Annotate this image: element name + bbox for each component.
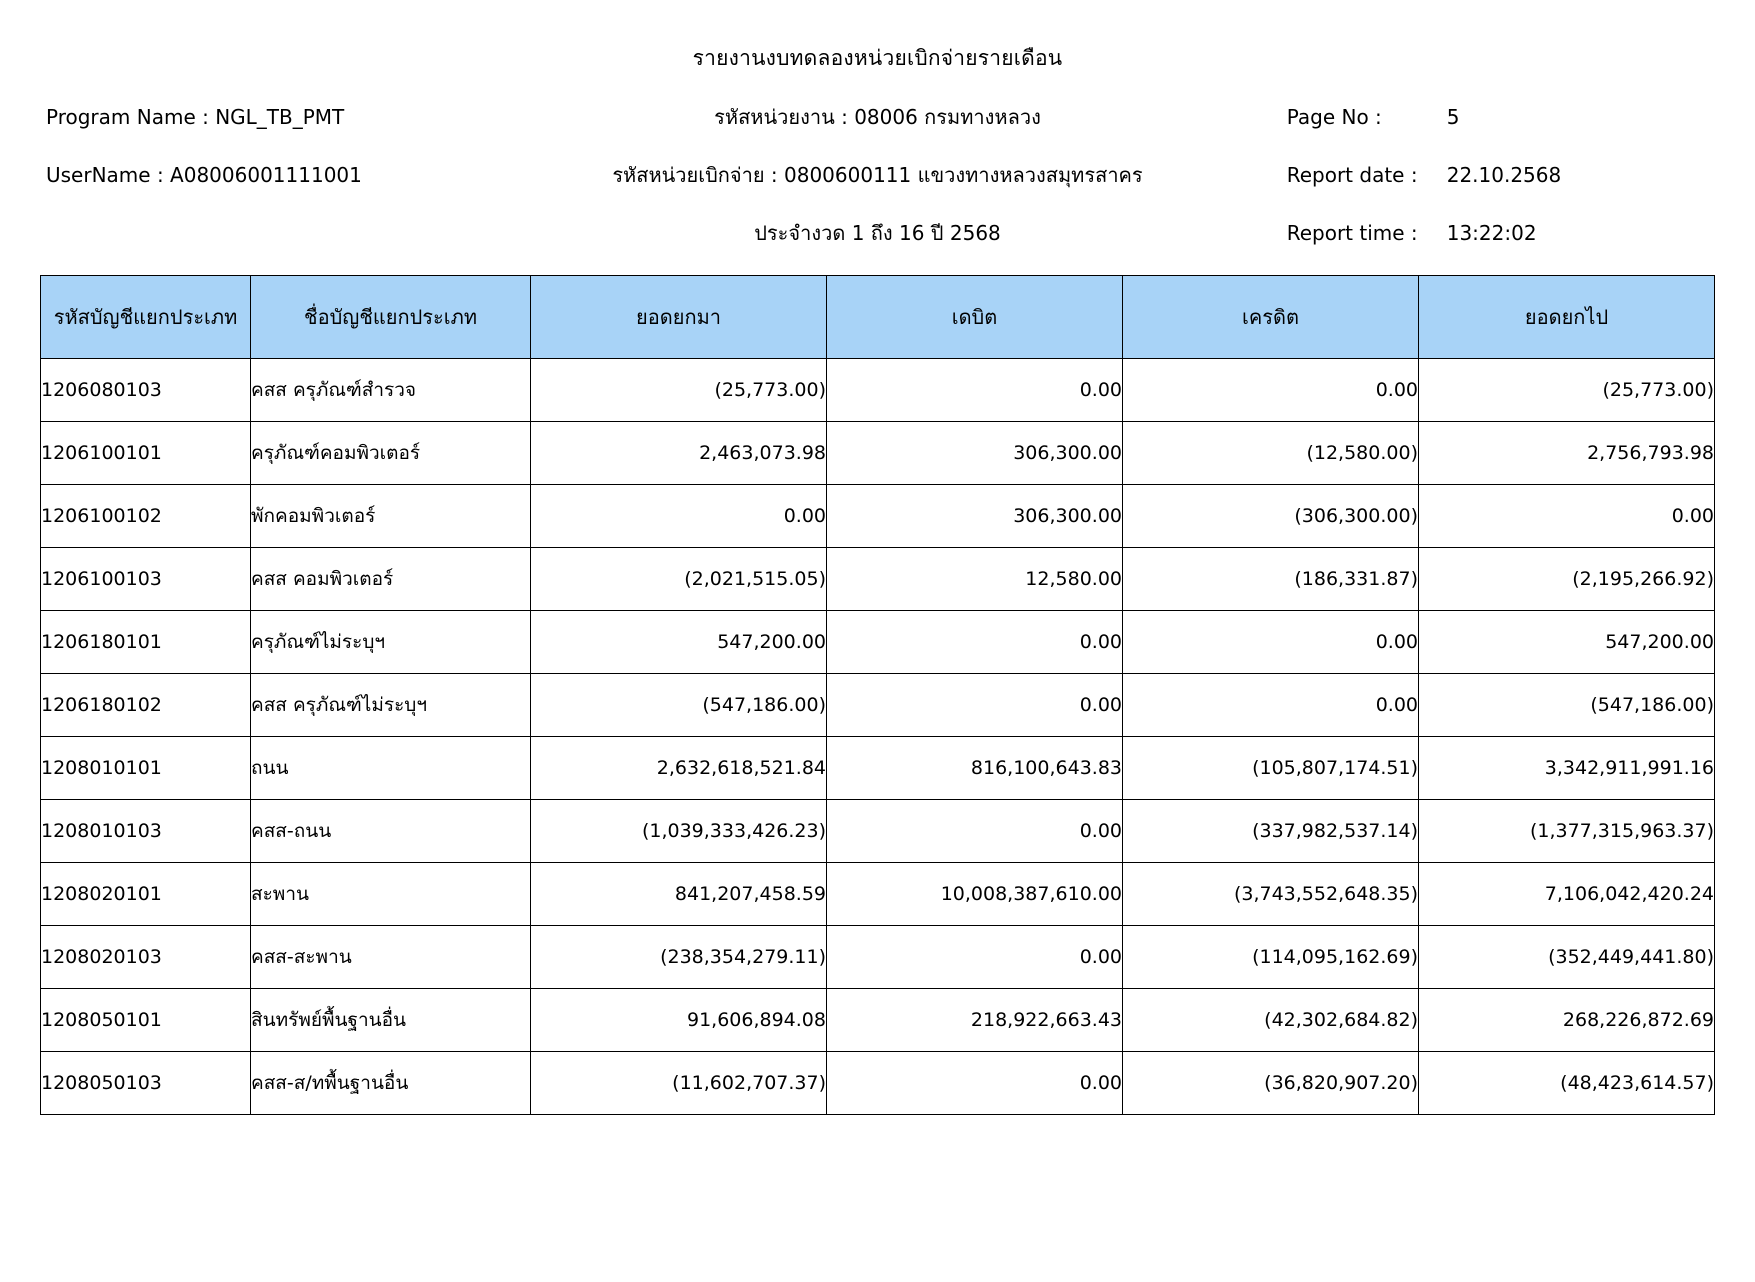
- col-header-closing-balance: ยอดยกไป: [1419, 276, 1715, 359]
- table-header-row: [41, 276, 1715, 359]
- payment-unit: รหัสหน่วยเบิกจ่าย : 0800600111 แขวงทางหลวงสมุทรสาคร: [612, 163, 1143, 187]
- table-row: [41, 674, 1715, 737]
- cell-credit: (42,302,684.82): [1123, 989, 1419, 1052]
- cell-account-code: 1206080103: [41, 359, 251, 422]
- cell-opening-balance: 0.00: [531, 485, 827, 548]
- table-row: [41, 737, 1715, 800]
- cell-credit: 0.00: [1123, 611, 1419, 674]
- cell-account-code: 1206180101: [41, 611, 251, 674]
- page-no: [1227, 105, 1709, 129]
- cell-account-code: 1208010103: [41, 800, 251, 863]
- cell-closing-balance: 7,106,042,420.24: [1419, 863, 1715, 926]
- cell-closing-balance: (547,186.00): [1419, 674, 1715, 737]
- table-row: [41, 422, 1715, 485]
- report-date-value: 22.10.2568: [1446, 163, 1562, 187]
- col-header-opening-balance: ยอดยกมา: [531, 276, 827, 359]
- cell-opening-balance: 2,463,073.98: [531, 422, 827, 485]
- cell-opening-balance: (11,602,707.37): [531, 1052, 827, 1115]
- cell-debit: 0.00: [827, 800, 1123, 863]
- agency-code: รหัสหน่วยงาน : 08006 กรมทางหลวง: [714, 105, 1041, 129]
- cell-debit: 306,300.00: [827, 422, 1123, 485]
- cell-closing-balance: 3,342,911,991.16: [1419, 737, 1715, 800]
- cell-credit: (337,982,537.14): [1123, 800, 1419, 863]
- cell-account-name: สินทรัพย์พื้นฐานอื่น: [251, 989, 531, 1052]
- cell-account-code: 1208020103: [41, 926, 251, 989]
- cell-account-name: คสส-ส/ทพื้นฐานอื่น: [251, 1052, 531, 1115]
- report-date-label: Report date :: [1286, 163, 1418, 187]
- cell-account-name: ถนน: [251, 737, 531, 800]
- table-row: [41, 485, 1715, 548]
- cell-debit: 0.00: [827, 674, 1123, 737]
- cell-closing-balance: (1,377,315,963.37): [1419, 800, 1715, 863]
- table-row: [41, 548, 1715, 611]
- table-row: [41, 1052, 1715, 1115]
- cell-closing-balance: 0.00: [1419, 485, 1715, 548]
- cell-credit: (12,580.00): [1123, 422, 1419, 485]
- cell-closing-balance: (25,773.00): [1419, 359, 1715, 422]
- cell-account-name: คสส ครุภัณฑ์สำรวจ: [251, 359, 531, 422]
- cell-account-name: สะพาน: [251, 863, 531, 926]
- cell-debit: 0.00: [827, 1052, 1123, 1115]
- cell-account-name: คสส-สะพาน: [251, 926, 531, 989]
- cell-credit: (36,820,907.20): [1123, 1052, 1419, 1115]
- table-row: [41, 926, 1715, 989]
- table-body: [41, 359, 1715, 1115]
- table-row: [41, 863, 1715, 926]
- cell-account-code: 1208020101: [41, 863, 251, 926]
- table-row: [41, 611, 1715, 674]
- meta-row-2: [46, 159, 1709, 191]
- cell-closing-balance: 268,226,872.69: [1419, 989, 1715, 1052]
- cell-credit: (306,300.00): [1123, 485, 1419, 548]
- cell-opening-balance: 2,632,618,521.84: [531, 737, 827, 800]
- cell-debit: 0.00: [827, 359, 1123, 422]
- meta-row-1: [46, 101, 1709, 133]
- cell-closing-balance: 2,756,793.98: [1419, 422, 1715, 485]
- cell-account-name: คสส ครุภัณฑ์ไม่ระบุฯ: [251, 674, 531, 737]
- cell-debit: 0.00: [827, 926, 1123, 989]
- cell-opening-balance: 547,200.00: [531, 611, 827, 674]
- report-title: รายงานงบทดลองหน่วยเบิกจ่ายรายเดือน: [692, 46, 1063, 70]
- cell-closing-balance: (2,195,266.92): [1419, 548, 1715, 611]
- cell-account-name: คสส คอมพิวเตอร์: [251, 548, 531, 611]
- report-time-label: Report time :: [1286, 221, 1418, 245]
- period: ประจำงวด 1 ถึง 16 ปี 2568: [754, 221, 1001, 245]
- cell-opening-balance: (238,354,279.11): [531, 926, 827, 989]
- cell-account-name: คสส-ถนน: [251, 800, 531, 863]
- cell-credit: 0.00: [1123, 674, 1419, 737]
- report-date: [1227, 163, 1709, 187]
- cell-account-code: 1206180102: [41, 674, 251, 737]
- cell-credit: (105,807,174.51): [1123, 737, 1419, 800]
- cell-opening-balance: (547,186.00): [531, 674, 827, 737]
- cell-credit: (186,331.87): [1123, 548, 1419, 611]
- cell-debit: 0.00: [827, 611, 1123, 674]
- trial-balance-table: [40, 275, 1715, 1115]
- page-no-value: 5: [1446, 105, 1460, 129]
- cell-closing-balance: 547,200.00: [1419, 611, 1715, 674]
- cell-account-name: ครุภัณฑ์คอมพิวเตอร์: [251, 422, 531, 485]
- col-header-account-code: รหัสบัญชีแยกประเภท: [41, 276, 251, 359]
- col-header-debit: เดบิต: [827, 276, 1123, 359]
- cell-account-code: 1206100101: [41, 422, 251, 485]
- cell-closing-balance: (352,449,441.80): [1419, 926, 1715, 989]
- cell-account-code: 1208050103: [41, 1052, 251, 1115]
- report-time-value: 13:22:02: [1446, 221, 1537, 245]
- cell-account-code: 1206100103: [41, 548, 251, 611]
- cell-debit: 816,100,643.83: [827, 737, 1123, 800]
- cell-opening-balance: (2,021,515.05): [531, 548, 827, 611]
- report-meta: [0, 101, 1755, 249]
- table-row: [41, 359, 1715, 422]
- cell-debit: 12,580.00: [827, 548, 1123, 611]
- report-page: [0, 42, 1755, 1282]
- report-time: [1227, 221, 1709, 245]
- table-row: [41, 989, 1715, 1052]
- cell-debit: 306,300.00: [827, 485, 1123, 548]
- cell-opening-balance: 841,207,458.59: [531, 863, 827, 926]
- program-name: Program Name : NGL_TB_PMT: [46, 105, 345, 129]
- cell-debit: 218,922,663.43: [827, 989, 1123, 1052]
- cell-account-name: พักคอมพิวเตอร์: [251, 485, 531, 548]
- cell-opening-balance: 91,606,894.08: [531, 989, 827, 1052]
- cell-opening-balance: (1,039,333,426.23): [531, 800, 827, 863]
- cell-debit: 10,008,387,610.00: [827, 863, 1123, 926]
- cell-account-code: 1208050101: [41, 989, 251, 1052]
- meta-row-3: [46, 217, 1709, 249]
- cell-credit: (3,743,552,648.35): [1123, 863, 1419, 926]
- cell-account-name: ครุภัณฑ์ไม่ระบุฯ: [251, 611, 531, 674]
- cell-opening-balance: (25,773.00): [531, 359, 827, 422]
- col-header-account-name: ชื่อบัญชีแยกประเภท: [251, 276, 531, 359]
- cell-account-code: 1208010101: [41, 737, 251, 800]
- user-name: UserName : A08006001111001: [46, 163, 362, 187]
- col-header-credit: เครดิต: [1123, 276, 1419, 359]
- table-row: [41, 800, 1715, 863]
- cell-credit: 0.00: [1123, 359, 1419, 422]
- page-no-label: Page No :: [1286, 105, 1382, 129]
- cell-credit: (114,095,162.69): [1123, 926, 1419, 989]
- cell-closing-balance: (48,423,614.57): [1419, 1052, 1715, 1115]
- cell-account-code: 1206100102: [41, 485, 251, 548]
